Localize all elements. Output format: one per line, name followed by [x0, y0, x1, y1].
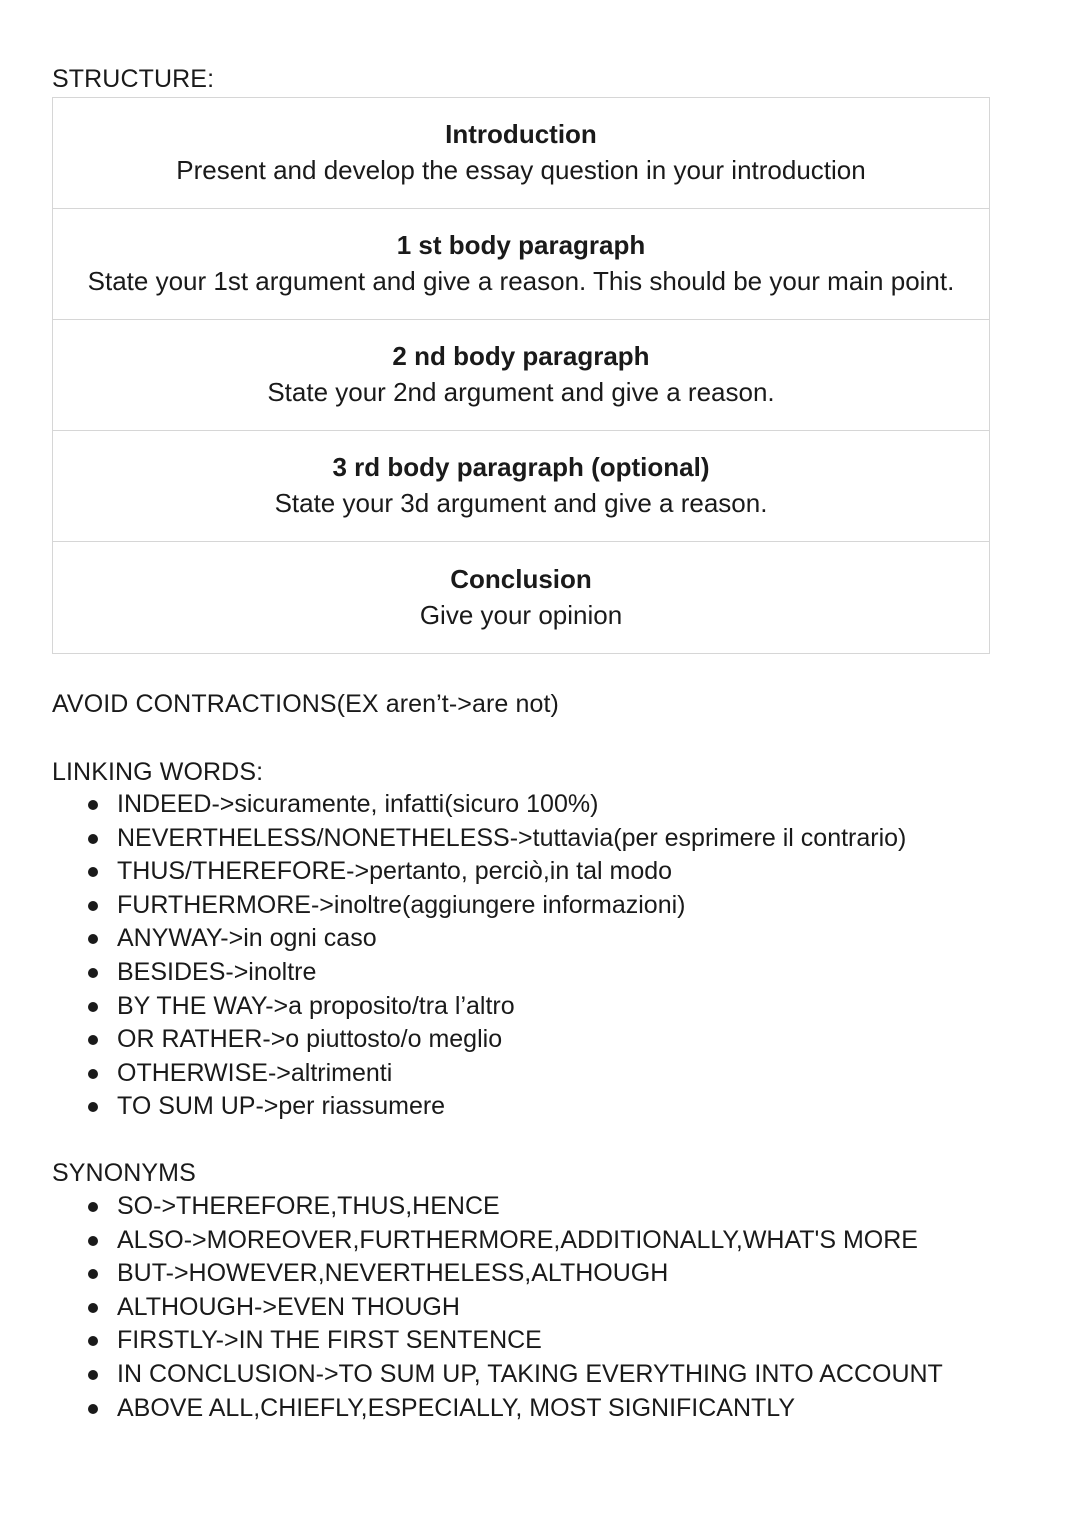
list-item: THUS/THEREFORE->pertanto, perciò,in tal modo — [52, 855, 992, 889]
list-item: FIRSTLY->IN THE FIRST SENTENCE — [52, 1324, 992, 1358]
list-item: BUT->HOWEVER,NEVERTHELESS,ALTHOUGH — [52, 1257, 992, 1291]
linking-words-heading: LINKING WORDS: — [52, 758, 264, 786]
row-title: Introduction — [445, 119, 597, 149]
list-item: TO SUM UP->per riassumere — [52, 1090, 992, 1124]
structure-row-introduction — [53, 98, 989, 209]
list-item: NEVERTHELESS/NONETHELESS->tuttavia(per esprimere il contrario) — [52, 822, 992, 856]
list-item: BESIDES->inoltre — [52, 956, 992, 990]
list-item: BY THE WAY->a proposito/tra l’altro — [52, 990, 992, 1024]
list-item: IN CONCLUSION->TO SUM UP, TAKING EVERYTHING INTO ACCOUNT — [52, 1358, 992, 1392]
row-title: Conclusion — [450, 563, 592, 594]
row-title: 1 st body paragraph — [396, 230, 646, 260]
structure-row-body-1 — [53, 209, 989, 320]
structure-row-body-2 — [53, 320, 989, 431]
structure-row-conclusion — [53, 542, 989, 653]
synonyms-heading: SYNONYMS — [52, 1159, 196, 1187]
row-description: State your 3d argument and give a reason. — [274, 488, 768, 518]
structure-table — [52, 97, 990, 654]
structure-row-body-3 — [53, 431, 989, 542]
list-item: ALSO->MOREOVER,FURTHERMORE,ADDITIONALLY,WHAT'S MORE — [52, 1224, 992, 1258]
avoid-contractions-note: AVOID CONTRACTIONS(EX aren’t->are not) — [52, 690, 559, 718]
row-description: Present and develop the essay question in your introduction — [176, 155, 866, 185]
row-title: 3 rd body paragraph (optional) — [332, 452, 710, 482]
list-item: ALTHOUGH->EVEN THOUGH — [52, 1291, 992, 1325]
list-item: OR RATHER->o piuttosto/o meglio — [52, 1023, 992, 1057]
structure-heading: STRUCTURE: — [52, 65, 215, 93]
row-title: 2 nd body paragraph — [392, 341, 650, 371]
linking-words-list — [52, 788, 992, 1124]
row-description: State your 2nd argument and give a reason. — [267, 377, 775, 407]
list-item: ANYWAY->in ogni caso — [52, 922, 992, 956]
list-item: FURTHERMORE->inoltre(aggiungere informazioni) — [52, 889, 992, 923]
list-item: OTHERWISE->altrimenti — [52, 1057, 992, 1091]
list-item: INDEED->sicuramente, infatti(sicuro 100%) — [52, 788, 992, 822]
synonyms-list — [52, 1190, 992, 1425]
list-item: ABOVE ALL,CHIEFLY,ESPECIALLY, MOST SIGNIFICANTLY — [52, 1392, 992, 1426]
row-description: State your 1st argument and give a reason. This should be your main point. — [87, 266, 955, 296]
list-item: SO->THEREFORE,THUS,HENCE — [52, 1190, 992, 1224]
row-description: Give your opinion — [419, 599, 623, 630]
